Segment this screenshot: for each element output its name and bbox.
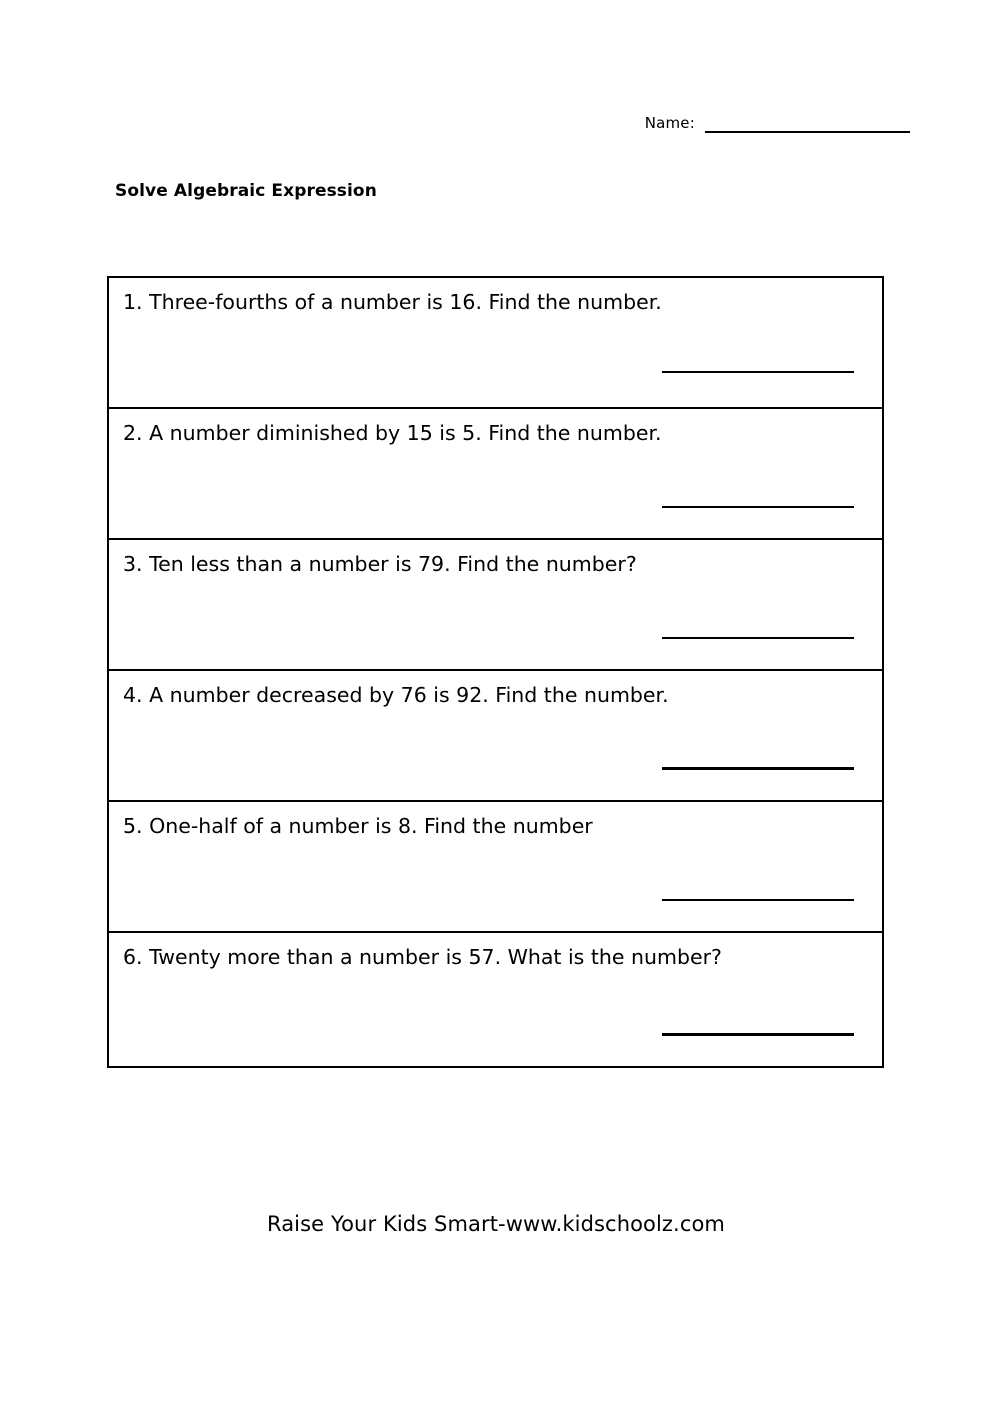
problem-item <box>109 540 882 671</box>
problem-item <box>109 671 882 802</box>
footer-credit: Raise Your Kids Smart-www.kidschoolz.com <box>266 1212 725 1236</box>
problem-text: 1. Three-fourths of a number is 16. Find the number. <box>123 290 662 314</box>
problem-item <box>109 409 882 540</box>
answer-blank[interactable] <box>662 767 854 770</box>
problem-item <box>109 802 882 933</box>
answer-blank[interactable] <box>662 637 854 639</box>
problem-text: 3. Ten less than a number is 79. Find the number? <box>123 552 637 576</box>
answer-blank[interactable] <box>662 506 854 508</box>
problem-text: 4. A number decreased by 76 is 92. Find the number. <box>123 683 669 707</box>
problem-text: 6. Twenty more than a number is 57. What is the number? <box>123 945 722 969</box>
answer-blank[interactable] <box>662 899 854 901</box>
name-field-row <box>645 116 910 133</box>
name-label: Name: <box>644 114 695 132</box>
problem-text: 2. A number diminished by 15 is 5. Find the number. <box>123 421 662 445</box>
problem-item <box>109 278 882 409</box>
problems-table <box>107 276 884 1068</box>
page-title: Solve Algebraic Expression <box>115 181 377 201</box>
answer-blank[interactable] <box>662 371 854 373</box>
name-input-blank[interactable] <box>705 117 910 133</box>
problem-item <box>109 933 882 1066</box>
answer-blank[interactable] <box>662 1033 854 1036</box>
problem-text: 5. One-half of a number is 8. Find the number <box>123 814 593 838</box>
